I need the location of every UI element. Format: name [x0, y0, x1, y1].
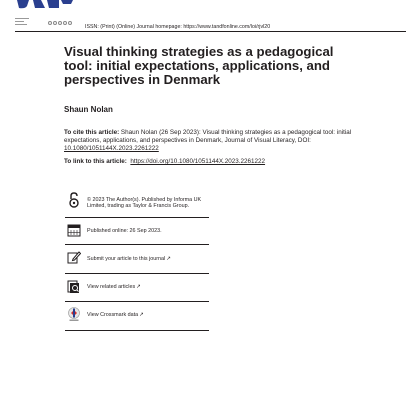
- link-label: To link to this article:: [64, 158, 127, 165]
- citation-block: [64, 129, 364, 153]
- article-doi-link[interactable]: https://doi.org/10.1080/1051144X.2023.2261222: [130, 158, 266, 165]
- info-row-crossmark[interactable]: [65, 302, 209, 331]
- cite-doi-link[interactable]: 10.1080/1051144X.2023.2261222: [64, 144, 159, 152]
- external-link-icon: ↗: [166, 256, 171, 262]
- crossmark-icon: [67, 307, 81, 323]
- article-author: Shaun Nolan: [64, 105, 113, 114]
- issn-line: [85, 24, 270, 30]
- related-articles-icon: [67, 280, 81, 294]
- journal-header: [0, 0, 420, 34]
- license-text: © 2023 The Author(s). Published by Informa UK Limited, trading as Taylor & Francis Group.: [87, 197, 202, 210]
- calendar-icon: [67, 223, 81, 237]
- external-link-icon: ↗: [136, 284, 141, 290]
- external-link-icon: ↗: [139, 312, 144, 318]
- submit-article-link[interactable]: Submit your article to this journal: [87, 256, 166, 262]
- crossmark-link[interactable]: View Crossmark data: [87, 312, 139, 318]
- license-icons: [48, 21, 72, 25]
- link-block: [64, 158, 265, 165]
- related-articles-link[interactable]: View related articles: [87, 284, 136, 290]
- sa-icon: [68, 21, 72, 25]
- info-row-published: [65, 218, 209, 245]
- journal-logo: [15, 0, 75, 9]
- cite-label: To cite this article:: [64, 129, 120, 136]
- header-divider: [15, 31, 406, 32]
- journal-homepage-link[interactable]: https://www.tandfonline.com/loi/rjvl20: [183, 24, 271, 30]
- open-access-icon: [67, 192, 81, 208]
- info-row-license: [65, 189, 209, 218]
- nd-icon: [63, 21, 67, 25]
- cc-icon: [48, 21, 52, 25]
- issn-text: ISSN: (Print) (Online) Journal homepage:: [85, 24, 184, 30]
- publisher-logo: [15, 18, 29, 27]
- article-title: Visual thinking strategies as a pedagogical tool: initial expectations, applications, and perspectives in Denmark: [64, 44, 334, 87]
- cite-text: Shaun Nolan (26 Sep 2023): Visual thinking strategies as a pedagogical tool: initial expectations, applications, and perspectives in Denmark, Journal of Visual Literacy, DOI:: [64, 129, 352, 144]
- nc-icon: [58, 21, 62, 25]
- info-row-submit[interactable]: [65, 245, 209, 274]
- by-icon: [53, 21, 57, 25]
- edit-icon: [67, 250, 81, 264]
- info-row-related[interactable]: [65, 274, 209, 302]
- published-date-text: Published online: 26 Sep 2023.: [87, 228, 162, 234]
- article-info-list: [65, 189, 209, 331]
